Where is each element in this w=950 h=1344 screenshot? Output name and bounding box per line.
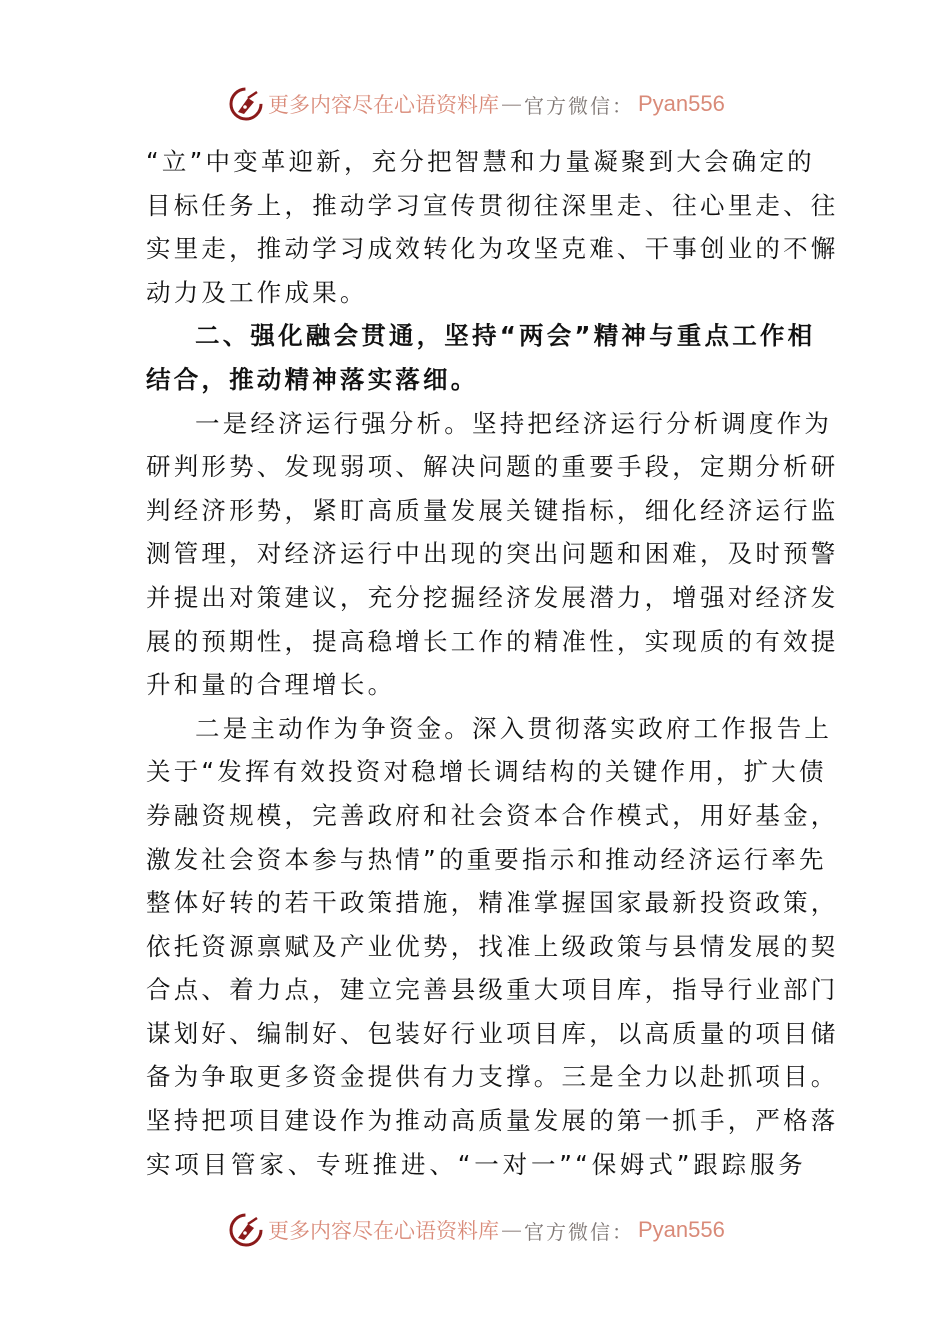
text-line: 关于“发挥有效投资对稳增长调结构的关键作用，扩大债 <box>146 757 827 787</box>
banner-wechat-id: Pyan556 <box>638 91 725 116</box>
footer-watermark-banner <box>228 1210 725 1250</box>
text-line: 实里走，推动学习成效转化为攻坚克难、干事创业的不懈 <box>146 234 839 264</box>
banner-main-text: 更多内容尽在心语资料库 <box>268 93 499 117</box>
text-line: 一是经济运行强分析。坚持把经济运行分析调度作为 <box>195 408 833 438</box>
text-line: 激发社会资本参与热情”的重要指示和推动经济运行率先 <box>146 844 827 874</box>
section-heading-line: 二、强化融会贯通，坚持“两会”精神与重点工作相 <box>195 321 816 351</box>
text-line: 判经济形势，紧盯高质量发展关键指标，细化经济运行监 <box>146 495 839 525</box>
text-line: 测管理，对经济运行中出现的突出问题和困难，及时预警 <box>146 539 839 569</box>
banner-main-text: 更多内容尽在心语资料库 <box>268 1219 499 1243</box>
text-line: 目标任务上，推动学习宣传贯彻往深里走、往心里走、往 <box>146 190 839 220</box>
text-line: 合点、着力点，建立完善县级重大项目库，指导行业部门 <box>146 975 839 1005</box>
banner-wechat-id: Pyan556 <box>638 1217 725 1242</box>
text-line: 整体好转的若干政策措施，精准掌握国家最新投资政策， <box>146 888 839 918</box>
text-line: 券融资规模，完善政府和社会资本合作模式，用好基金， <box>146 800 839 830</box>
text-line: 依托资源禀赋及产业优势，找准上级政策与县情发展的契 <box>146 931 839 961</box>
text-line: 坚持把项目建设作为推动高质量发展的第一抓手，严格落 <box>146 1106 839 1136</box>
pen-nib-logo-icon <box>228 86 264 122</box>
text-line: 升和量的合理增长。 <box>146 670 396 700</box>
banner-wechat-label: 官方微信： <box>524 93 634 118</box>
text-line: 二是主动作为争资金。深入贯彻落实政府工作报告上 <box>195 713 833 743</box>
header-watermark-banner <box>228 84 725 124</box>
text-line: 展的预期性，提高稳增长工作的精准性，实现质的有效提 <box>146 626 839 656</box>
text-line: 谋划好、编制好、包装好行业项目库，以高质量的项目储 <box>146 1018 839 1048</box>
text-line: 实项目管家、专班推进、“一对一”“保姆式”跟踪服务 <box>146 1149 806 1179</box>
banner-dash: — <box>501 92 522 116</box>
text-line: 并提出对策建议，充分挖掘经济发展潜力，增强对经济发 <box>146 582 839 612</box>
text-line: 备为争取更多资金提供有力支撑。三是全力以赴抓项目。 <box>146 1062 839 1092</box>
banner-dash: — <box>501 1218 522 1242</box>
section-heading-line: 结合，推动精神落实落细。 <box>146 364 479 394</box>
pen-nib-logo-icon <box>228 1212 264 1248</box>
banner-wechat-label: 官方微信： <box>524 1219 634 1244</box>
text-line: “立”中变革迎新，充分把智慧和力量凝聚到大会确定的 <box>146 147 815 176</box>
document-body <box>146 140 839 1186</box>
text-line: 动力及工作成果。 <box>146 277 368 307</box>
text-line: 研判形势、发现弱项、解决问题的重要手段，定期分析研 <box>146 452 839 482</box>
